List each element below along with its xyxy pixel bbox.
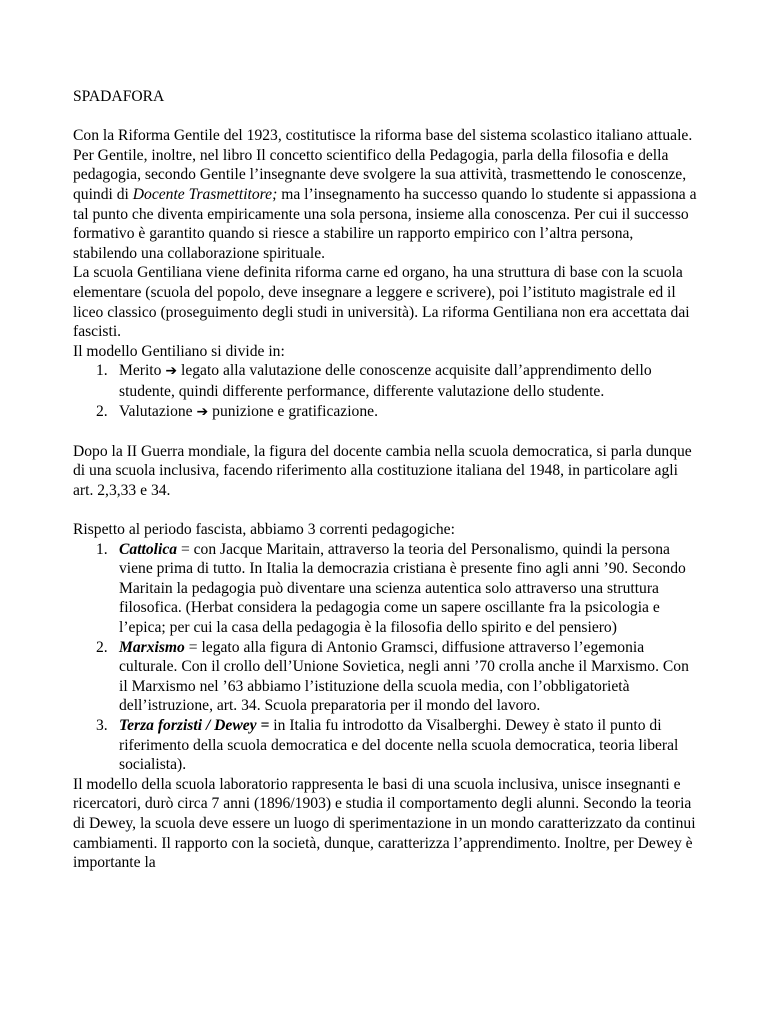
paragraph-text: ma l’insegnamento ha successo quando lo studente si appassiona a tal punto che diventa empiricamente una sola persona, insieme alla conoscenza. Per cui il successo formativo è garantito quando si riesce a stabilire un rapporto empirico con l’altra persona, stabilendo una collaborazione spirituale. <box>73 185 697 262</box>
list-modello-gentiliano <box>73 361 698 422</box>
list-item-head: Merito <box>119 362 162 380</box>
paragraph-text: Con la Riforma Gentile del 1923, costitutisce la riforma base del sistema scolastico italiano attuale. Per Gentile, inoltre, nel libro Il concetto scientifico della Pedagogia, parla della filosofia e della pedagogia, secondo Gentile l’insegnante deve svolgere la sua attività, trasmettendo le conoscenze, quindi di <box>73 127 693 203</box>
list-number: 2. <box>96 402 108 420</box>
list-item <box>73 638 698 716</box>
paragraph-correnti: Rispetto al periodo fascista, abbiamo 3 correnti pedagogiche: <box>73 521 455 539</box>
paragraph-dopoguerra: Dopo la II Guerra mondiale, la figura del docente cambia nella scuola democratica, si parla dunque di una scuola inclusiva, facendo riferimento alla costituzione italiana del 1948, in particolare agli art. 2,3,33 e 34. <box>73 442 692 499</box>
paragraph-modello-gentiliano: Il modello Gentiliano si divide in: <box>73 342 285 360</box>
list-correnti-pedagogiche <box>73 540 698 775</box>
list-item <box>73 540 698 638</box>
list-item-term: Marxismo <box>119 638 185 656</box>
document-title: SPADAFORA <box>73 88 165 105</box>
list-item-term: Terza forzisti / Dewey = <box>119 717 270 734</box>
list-number: 2. <box>96 638 108 656</box>
blank-line <box>73 107 698 127</box>
italic-term: Docente Trasmettitore; <box>132 185 278 203</box>
list-number: 1. <box>96 540 108 558</box>
paragraph-scuola-gentiliana: La scuola Gentiliana viene definita riforma carne ed organo, ha una struttura di base con la scuola elementare (scuola del popolo, deve insegnare a leggere e scrivere), poi l’istituto magistrale ed il liceo classico (proseguimento degli studi in università). La riforma Gentiliana non era accettata dai fascisti. <box>73 264 690 341</box>
list-number: 1. <box>96 362 108 380</box>
list-item-term: Cattolica <box>119 540 178 558</box>
arrow-right-icon: ➔ <box>165 363 178 380</box>
list-item <box>73 716 698 775</box>
paragraph-riforma-gentile <box>73 126 698 263</box>
paragraph-scuola-laboratorio: Il modello della scuola laboratorio rappresenta le basi di una scuola inclusiva, unisce insegnanti e ricercatori, durò circa 7 anni (1896/1903) e studia il comportamento degli alunni. Secondo la teoria di Dewey, la scuola deve essere un luogo di sperimentazione in un mondo caratterizzato da continui cambiamenti. Il rapporto con la società, dunque, caratterizza l’apprendimento. Inoltre, per Dewey è importante la <box>73 775 696 872</box>
list-item-text: = con Jacque Maritain, attraverso la teoria del Personalismo, quindi la persona viene prima di tutto. In Italia la democrazia cristiana è presente fino agli anni ’90. Secondo Maritain la pedagogia può diventare una scienza autentica solo attraverso una struttura filosofica. (Herbat considera la pedagogia come un sapere oscillante fra la psicologia e l’epica; per cui la casa della pedagogia è la filosofia dello spirito e del pensiero) <box>119 540 686 637</box>
list-item <box>73 361 698 401</box>
list-item-text: = legato alla figura di Antonio Gramsci, diffusione attraverso l’egemonia culturale. Con il crollo dell’Unione Sovietica, negli anni ’70 crolla anche il Marxismo. Con il Marxismo nel ’63 abbiamo l’istituzione della scuola media, con l’obbligatorietà dell’istruzione, art. 34. Scuola preparatoria per il mondo del lavoro. <box>119 638 689 715</box>
document-body <box>73 87 698 873</box>
list-item-text: in Italia fu introdotto da Visalberghi. Dewey è stato il punto di riferimento della scuola democratica e del docente nella scuola democratica, teoria liberal socialista). <box>119 717 679 774</box>
list-item-text: punizione e gratificazione. <box>208 402 378 420</box>
list-item <box>73 402 698 423</box>
blank-line <box>73 500 698 520</box>
arrow-right-icon: ➔ <box>196 403 209 420</box>
blank-line <box>73 422 698 442</box>
list-number: 3. <box>96 717 108 734</box>
list-item-head: Valutazione <box>119 402 193 420</box>
list-item-text: legato alla valutazione delle conoscenze acquisite dall’apprendimento dello studente, quindi differente performance, differente valutazione dello studente. <box>119 362 652 400</box>
